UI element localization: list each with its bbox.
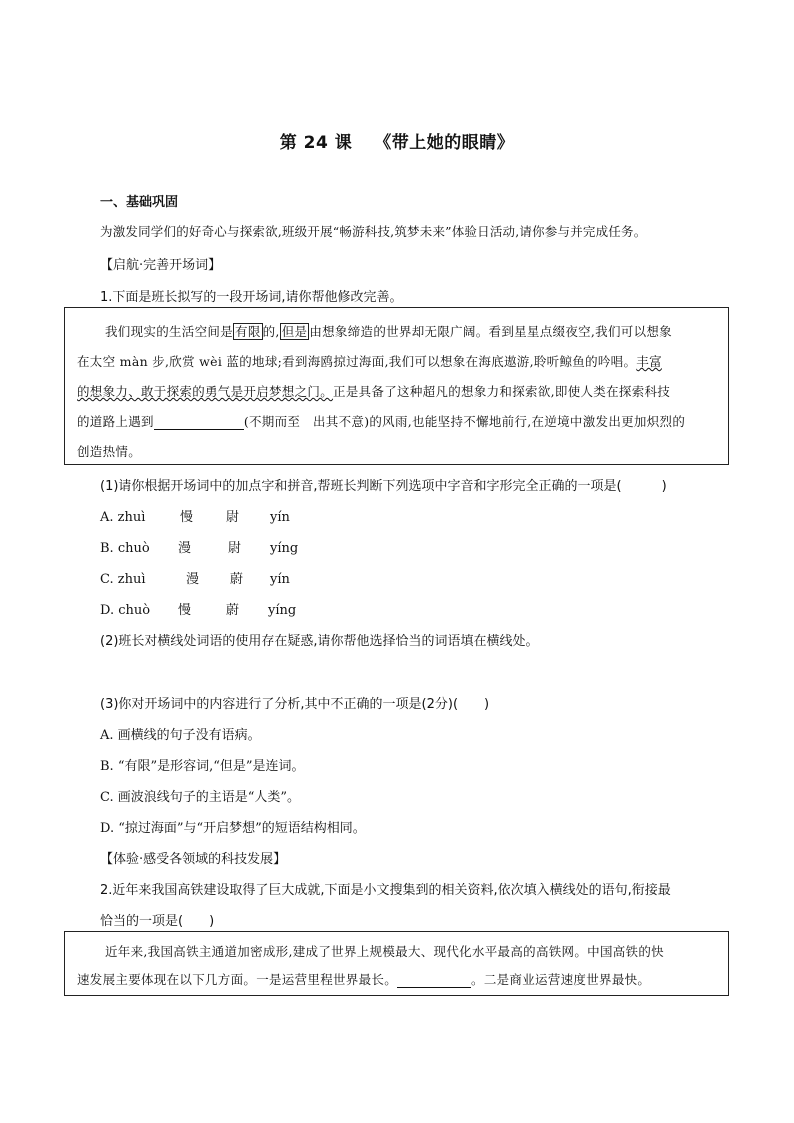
section-heading: 一、基础巩固 bbox=[100, 195, 179, 210]
passage-line-1: 我们现实的生活空间是 有限 的, 但是 由想象缔造的世界却无限广阔。看到星星点缀夜空,我们可以想象 bbox=[105, 324, 672, 339]
passage-line-2: 在太空 màn 步,欣赏 wèi 蓝的地球;看到海鸥掠过海面,我们可以想象在海底遨游,聆听鲸鱼的吟唱。丰富 bbox=[77, 354, 662, 369]
q1-3-option-c[interactable]: C. 画波浪线句子的主语是“人类”。 bbox=[100, 790, 301, 805]
q2-stem-line-1: 2.近年来我国高铁建设取得了巨大成就,下面是小文搜集到的相关资料,依次填入横线处的语句,衔接最 bbox=[100, 883, 671, 898]
question1-stem: 1.下面是班长拟写的一段开场词,请你帮他修改完善。 bbox=[100, 290, 403, 305]
task2-label: 【体验·感受各领域的科技发展】 bbox=[100, 852, 287, 867]
lesson-number: 第 24 课 bbox=[279, 133, 353, 153]
q1-3-option-d[interactable]: D. “掠过海面”与“开启梦想”的短语结构相同。 bbox=[100, 821, 366, 836]
q1-3-option-a[interactable]: A. 画横线的句子没有语病。 bbox=[100, 728, 261, 743]
q1-1-option-b[interactable]: B. chuò 漫 尉 yíng bbox=[100, 541, 299, 556]
q1-1-option-c[interactable]: C. zhuì 漫 蔚 yín bbox=[100, 572, 290, 587]
q1-1-stem: (1)请你根据开场词中的加点字和拼音,帮班长判断下列选项中字音和字形完全正确的一项是( ) bbox=[100, 479, 667, 494]
boxed-word-youxian: 有限 bbox=[235, 324, 261, 339]
page-title bbox=[0, 128, 794, 153]
fill-in-blank[interactable] bbox=[154, 416, 244, 430]
passage2-line-1: 近年来,我国高铁主通道加密成形,建成了世界上规模最大、现代化水平最高的高铁网。中国高铁的快 bbox=[105, 944, 664, 959]
q2-stem-line-2: 恰当的一项是( ) bbox=[100, 914, 215, 929]
passage-line-4: 的道路上遇到 (不期而至 出其不意)的风雨,也能坚持不懈地前行,在逆境中激发出更加炽烈的 bbox=[77, 414, 686, 429]
activity-intro: 为激发同学们的好奇心与探索欲,班级开展“畅游科技,筑梦未来”体验日活动,请你参与并完成任务。 bbox=[100, 224, 647, 239]
q1-2-stem: (2)班长对横线处词语的使用存在疑惑,请你帮他选择恰当的词语填在横线处。 bbox=[100, 634, 539, 649]
passage-line-5: 创造热情。 bbox=[77, 444, 142, 459]
q1-1-option-d[interactable]: D. chuò 慢 蔚 yíng bbox=[100, 603, 297, 618]
high-speed-rail-box bbox=[64, 931, 729, 996]
passage2-line-2: 速发展主要体现在以下几方面。一是运营里程世界最长。 。二是商业运营速度世界最快。 bbox=[77, 972, 651, 987]
opening-speech-box bbox=[64, 307, 729, 465]
q1-3-stem: (3)你对开场词中的内容进行了分析,其中不正确的一项是(2分)( ) bbox=[100, 697, 490, 712]
wavy-underlined-sentence: 的想象力、敢于探索的勇气是开启梦想之门。 bbox=[77, 384, 334, 399]
q1-3-option-b[interactable]: B. “有限”是形容词,“但是”是连词。 bbox=[100, 759, 305, 774]
passage-line-3: 的想象力、敢于探索的勇气是开启梦想之门。正是具备了这种超凡的想象力和探索欲,即使人类在探索科技 bbox=[77, 384, 671, 399]
q1-1-option-a[interactable]: A. zhuì 慢 尉 yín bbox=[100, 510, 290, 525]
lesson-name: 《带上她的眼睛》 bbox=[374, 133, 515, 153]
wavy-underlined-text: 丰富 bbox=[636, 354, 662, 369]
boxed-word-danshi: 但是 bbox=[281, 324, 308, 339]
task1-label: 【启航·完善开场词】 bbox=[100, 258, 222, 273]
fill-in-blank-2[interactable] bbox=[397, 974, 471, 988]
